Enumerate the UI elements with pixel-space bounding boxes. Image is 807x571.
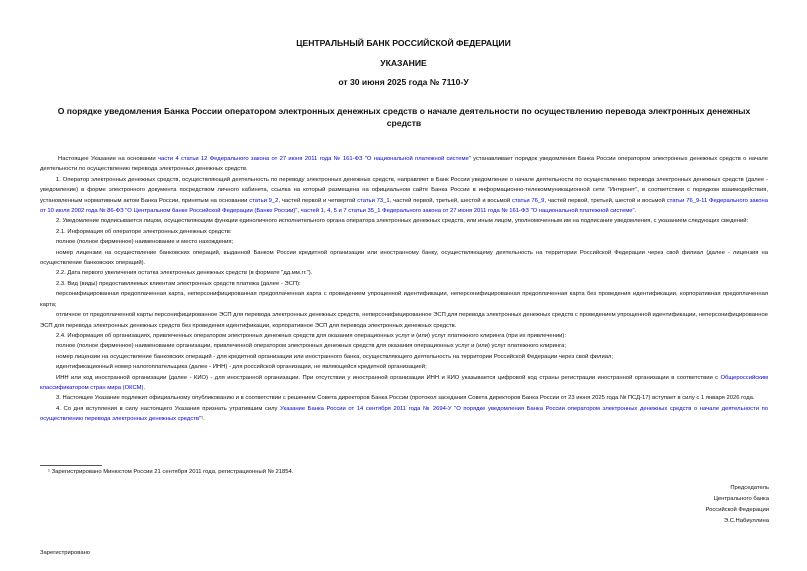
paragraph-1-text: 1. Оператор электронных денежных средств, осуществляющий деятельность по переводу электронных денежных средств, направляет в Банк России уведомление о начале деятельности по осуществлению перевода электронных денежных средств (далее - уведомление) в форме электронного документа посредством личного кабинета, ссылка на который размещена на официальном сайте Банка России в информационно-телекоммуникационной сети "Интернет", в соответствии с порядком взаимодействия, установленным нормативным актом Банка России, принятым на основании	[40, 176, 768, 204]
paragraph-2-4-b: номер лицензии на осуществление банковских операций - для кредитной организации или иностранного банка, осуществляющего деятельность на территории Российской Федерации через свой филиал;	[56, 353, 613, 360]
paragraph-2-4: 2.4. Информация об организациях, привлеченных оператором электронных денежных средств для оказания операционных услуг и (или) услуг платежного клиринга (при их привлечении):	[56, 332, 566, 339]
paragraph-1-text-6: .	[634, 208, 637, 215]
paragraph-1-text-3: , частей первой, третьей, шестой и восьмой	[389, 197, 512, 204]
law-161-link[interactable]: части 4 статьи 12 Федерального закона от 27 июня 2011 года № 161-ФЗ "О национальной платежной системе"	[158, 156, 471, 162]
directive-2694-u-link[interactable]: Указание Банка России от 14 сентября 2011 года № 2694-У "О порядке уведомления Банка России оператором электронных денежных средств о начале деятельности по осуществлению перевода электронных денежных средств"	[40, 405, 768, 423]
article-35-1-link[interactable]: частей 1, 4, 5 и 7 статьи 35_1 Федерального закона от 27 июня 2011 года № 161-ФЗ "О национальной платежной системе"	[300, 208, 635, 215]
signature-org: Центрального банка	[713, 496, 769, 502]
paragraph-2-4-a: полное (полное фирменное) наименование организации, привлеченной оператором электронных денежных средств для оказания операционных услуг и (или) услуг платежного клиринга;	[56, 343, 567, 350]
paragraph-2-2: 2.2. Дата первого увеличения остатка электронных денежных средств (в формате "дд.мм.гг.").	[56, 270, 313, 277]
paragraph-3: 3. Настоящее Указание подлежит официальному опубликованию и в соответствии с решением Совета директоров Банка России (протокол заседания Совета директоров Банка России от 23 июня 2025 года № ПСД-17) вступает в силу с 1 января 2026 года.	[56, 395, 755, 402]
paragraph-2-4-d-end: .	[143, 384, 146, 391]
paragraph-2-3-a: персонифицированная предоплаченная карта, неперсонифицированная предоплаченная карта с проведением упрощенной идентификации, неперсонифицированная предоплаченная карта без проведения идентификации, корпоративная предоплаченная карта;	[40, 291, 768, 308]
paragraph-2-4-c: идентификационный номер налогоплательщика (далее - ИНН) - для российской организации, не являющейся кредитной организацией;	[56, 364, 427, 371]
paragraph-1	[40, 175, 768, 217]
intro-text: Настоящее Указание на основании	[58, 156, 158, 162]
intro-paragraph	[40, 154, 768, 175]
intro-text-end: устанавливает порядок уведомления Банка России оператором электронных денежных средств о начале деятельности по осуществлению перевода электронных денежных средств.	[40, 156, 768, 173]
paragraph-4	[40, 404, 768, 425]
article-9-2-link[interactable]: статьи 9_2	[249, 197, 279, 204]
paragraph-2-4-d	[40, 373, 768, 394]
paragraph-2-4-d-text: ИНН или код иностранной организации (далее - КИО) - для иностранной организации. При отсутствии у иностранной организации ИНН и КИО указывается цифровой код страны регистрации иностранной организации в соответствии с	[56, 374, 721, 381]
document-type-heading: УКАЗАНИЕ	[380, 58, 427, 68]
paragraph-2: 2. Уведомление подписывается лицом, осуществляющим функции единоличного исполнительного органа оператора электронных денежных средств, или иным лицом, уполномоченным им на подписание уведомления, с указанием следующих сведений:	[56, 218, 749, 225]
paragraph-2-1-b: номер лицензии на осуществление банковских операций, выданной Банком России кредитной организации или иностранному банку, осуществляющему деятельность на территории Российской Федерации через свой филиал (далее - лицензия на осуществление банковских операций).	[40, 249, 768, 267]
document-body	[40, 154, 768, 425]
paragraph-1-text-2: , частей первой и четвертой	[278, 197, 358, 204]
paragraph-4-end: ¹.	[201, 416, 205, 423]
paragraph-2-3: 2.3. Вид (виды) предоставляемых клиентам электронных средств платежа (далее - ЭСП):	[56, 280, 301, 287]
paragraph-2-1: 2.1. Информация об операторе электронных денежных средств:	[56, 228, 232, 235]
registered-label: Зарегистрировано	[40, 550, 91, 556]
article-76-9-link[interactable]: статьи 76_9	[511, 197, 545, 204]
footnote: ¹ Зарегистрировано Минюстом России 21 сентября 2011 года, регистрационный № 21854.	[48, 469, 294, 475]
paragraph-2-3-b: отличное от предоплаченной карты персонифицированное ЭСП для перевода электронных денежных средств, неперсонифицированное ЭСП для перевода электронных денежных средств с проведением упрощенной идентификации, неперсонифицированное ЭСП для перевода электронных денежных средств без проведения идентификации, корпоративное ЭСП для перевода электронных денежных средств.	[40, 312, 768, 329]
signature-country: Российской Федерации	[705, 507, 769, 513]
article-73-1-link[interactable]: статьи 73_1	[357, 197, 390, 204]
document-date-number: от 30 июня 2025 года № 7110-У	[338, 77, 469, 87]
paragraph-1-text-5: ,	[297, 208, 301, 215]
oksm-classifier-link[interactable]: Общероссийским классификатором стран мира (ОКСМ)	[40, 374, 768, 391]
paragraph-4-text: 4. Со дня вступления в силу настоящего Указания признать утратившим силу	[56, 405, 281, 412]
paragraph-2-1-a: полное (полное фирменное) наименование и место нахождения;	[56, 239, 234, 246]
signature-name: Э.С.Набиуллина	[723, 518, 769, 524]
paragraph-1-text-4: , частей первой, третьей, шестой и восьмой	[544, 197, 667, 204]
law-86-link[interactable]: статьи 76_9-11 Федерального закона от 10 июля 2002 года № 86-ФЗ "О Центральном банке Российской Федерации (Банке России)"	[40, 197, 768, 215]
issuer-heading: ЦЕНТРАЛЬНЫЙ БАНК РОССИЙСКОЙ ФЕДЕРАЦИИ	[296, 38, 511, 48]
signature-block	[705, 483, 769, 527]
footnote-divider	[40, 465, 102, 466]
signature-position: Председатель	[730, 485, 769, 491]
document-title: О порядке уведомления Банка России оператором электронных денежных средств о начале деятельности по осуществлению перевода электронных денежных средств	[57, 106, 751, 128]
